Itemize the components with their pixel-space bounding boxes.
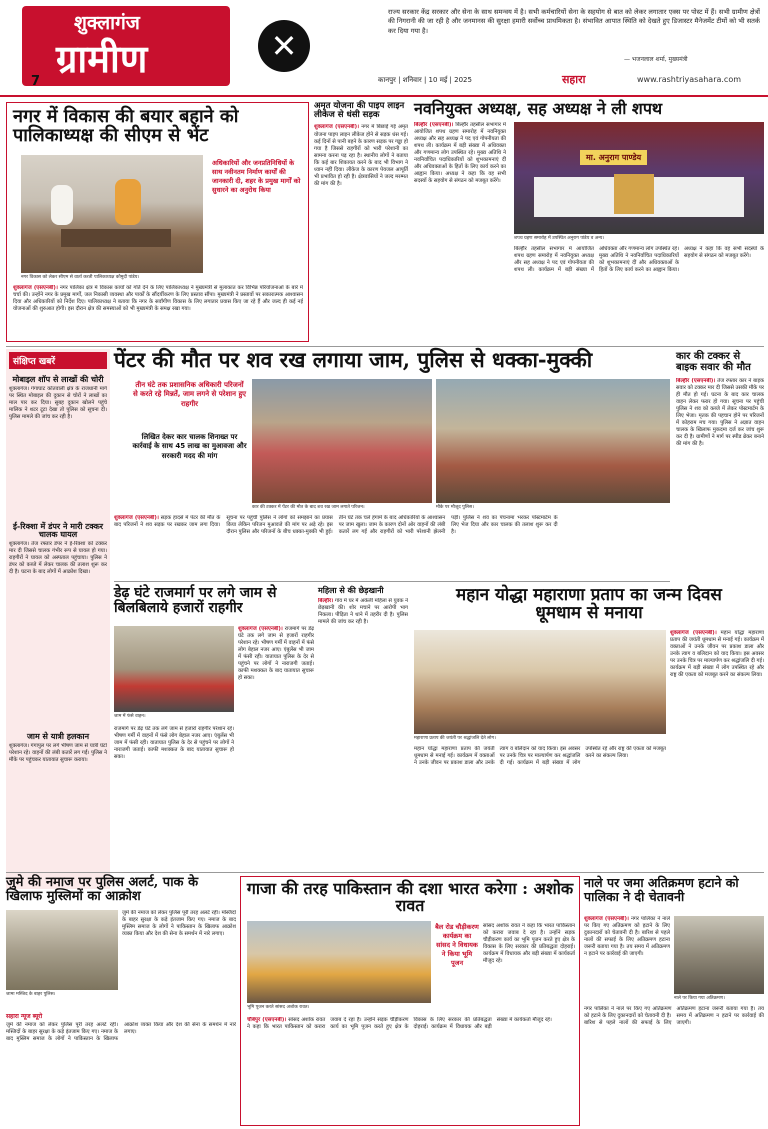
story-friday-prayer <box>6 876 236 1126</box>
caption-friday-prayer: जामा मस्जिद के बाहर पुलिस। <box>6 992 56 997</box>
x-logo-icon: ✕ <box>258 20 310 72</box>
story-maharana-pratap <box>414 586 764 866</box>
body-bike-accident <box>676 378 764 596</box>
caption-oath-ceremony: शपथ ग्रहण समारोह में उपस्थित अनुराग पांडेय व अन्य। <box>514 236 605 241</box>
body-friday-prayer: जुमे की नमाज को लेकर पुलिस पूरी तरह अलर्ट रही। मस्जिदों के बाहर सुरक्षा के कड़े इंतजाम किए गए। नमाज के बाद मुस्लिम समाज के लोगों ने पाकिस्तान के खिलाफ आक्रोश व्यक्त किया और देश की सेना के समर्थन में नारे लगाए। <box>122 910 236 938</box>
story-ashok-rawat <box>240 876 580 1126</box>
headline-oath-ceremony: नवनियुक्त अध्यक्ष, सह अध्यक्ष ने ली शपथ <box>414 99 663 118</box>
body-pipeline-leak <box>314 124 408 329</box>
photo-maharana-pratap <box>414 630 666 734</box>
text-painter-death: सड़क हादसे में पेंटर की मौत के बाद परिजनों ने शव सड़क पर रखकर जाम लगा दिया। सूचना पर पहुंची पुलिस ने लोगों को समझाने का प्रयास किया लेकिन परिजन मुआवजे की मांग पर अड़े रहे। इस दौरान पुलिस और परिजनों के बीच धक्का-मुक्की भी हुई। तीन घंटे तक चले हंगामे के बाद अधिकारियों के आश्वासन पर जाम खुला। जाम के कारण दोनों ओर वाहनों की लंबी कतारें लग गईं और राहगीरों को भारी परेशानी झेलनी पड़ी। पुलिस ने शव का पंचनामा भरकर पोस्टमार्टम के लिए भेज दिया और कार चालक की तलाश शुरू कर दी है। <box>114 515 558 536</box>
byline-pipeline-leak: शुक्लागंज (एसएनबी)। <box>314 124 360 131</box>
headline-drain-encroachment: नाले पर जमा अतिक्रमण हटाने को पालिका ने दी चेतावनी <box>584 875 739 904</box>
headline-friday-prayer: जुमे की नमाज पर पुलिस अलर्ट, पाक के खिलाफ मुस्लिमों का आक्रोश <box>6 875 199 905</box>
headline-highway-jam: डेढ़ घंटे राजमार्ग पर लगे जाम से बिलबिलाये हजारों राहगीर <box>114 585 277 617</box>
byline-oath-ceremony: बिल्हौर (एसएनबी)। <box>414 122 454 128</box>
paper-name: सहारा <box>562 73 586 86</box>
body-highway-jam-2: राजमार्ग पर डेढ़ घंटे तक लगे जाम से हजारों राहगीर परेशान रहे। भीषण गर्मी में वाहनों में फंसे लोग बेहाल नजर आए। एंबुलेंस भी जाम में फंसी रही। यातायात पुलिस के देर से पहुंचने पर लोगों ने नाराजगी जताई। काफी मशक्कत के बाद यातायात सुचारू हो सका। <box>114 726 234 761</box>
deck2-painter-death: लिखित देकर कार चालक शिनाख्त पर कार्रवाई के साथ 45 लाख का मुआवजा और सरकारी मदद की मांग <box>132 433 247 460</box>
body-drain-encroachment <box>584 916 670 996</box>
photo-painter-protest <box>252 379 432 503</box>
caption-maharana-pratap: महाराणा प्रताप की जयंती पर श्रद्धांजलि देते लोग। <box>414 736 496 741</box>
text-oath-ceremony-2: बिल्हौर तहसील सभागार में आयोजित शपथ ग्रहण समारोह में नवनियुक्त अध्यक्ष और सह अध्यक्ष ने पद एवं गोपनीयता की शपथ ली। कार्यक्रम में बड़ी संख्या में अधिवक्ता और गणमान्य लोग उपस्थित रहे। मुख्य अतिथि ने नवनिर्वाचित पदाधिकारियों को शुभकामनाएं दीं और अधिवक्ताओं के हितों के लिए कार्य करने का आह्वान किया। अध्यक्ष ने कहा कि वह सभी सदस्यों के सहयोग से संगठन को मजबूत करेंगे। <box>514 246 764 274</box>
byline-drain-encroachment: शुक्लागंज (एसएनबी)। <box>584 916 629 922</box>
byline-highway-jam: शुक्लागंज (एसएनबी)। <box>238 626 283 632</box>
body-friday-prayer-2: जुमे की नमाज को लेकर पुलिस पूरी तरह अलर्ट रही। मस्जिदों के बाहर सुरक्षा के कड़े इंतजाम किए गए। नमाज के बाद मुस्लिम समाज के लोगों ने पाकिस्तान के खिलाफ आक्रोश व्यक्त किया और देश की सेना के समर्थन में नारे लगाए। <box>6 1022 236 1043</box>
body-maharana-pratap <box>670 630 764 862</box>
body-ashok-rawat <box>483 923 575 1013</box>
text-bike-accident: तेज रफ्तार कार ने बाइक सवार को टक्कर मार दी जिससे उसकी मौके पर ही मौत हो गई। घटना के बाद कार चालक वाहन लेकर फरार हो गया। सूचना पर पहुंची पुलिस ने शव को कब्जे में लेकर पोस्टमार्टम के लिए भेजा। मृतक की पहचान होने पर परिजनों में कोहराम मच गया। पुलिस ने अज्ञात वाहन चालक के खिलाफ मुकदमा दर्ज कर जांच शुरू कर दी है। ग्रामीणों ने मार्ग पर स्पीड ब्रेकर बनाने की मांग की है। <box>676 377 764 448</box>
text-molestation: गांव में घर में अकेली महिला से युवक ने छेड़खानी की। शोर मचाने पर आरोपी भाग निकला। पीड़िता ने थाने में तहरीर दी है। पुलिस मामले की जांच कर रही है। <box>318 597 408 625</box>
body-drain-encroachment-2: नगर पालिका ने नाले पर किए गए अतिक्रमण को हटाने के लिए दुकानदारों को चेतावनी दी है। बारिश से पहले नालों की सफाई के लिए अतिक्रमण हटाना जरूरी बताया गया है। तय समय में अतिक्रमण न हटाने पर कार्रवाई की जाएगी। <box>584 1006 764 1027</box>
body-painter-death <box>114 515 670 577</box>
headline-bike-accident: कार की टक्कर से बाइक सवार की मौत <box>676 351 751 373</box>
byline-painter-death: शुक्लागंज (एसएनबी)। <box>114 515 159 521</box>
caption-painter-police: मौके पर मौजूद पुलिस। <box>436 505 474 510</box>
bureau-friday-prayer: सहारा न्यूज ब्यूरो <box>6 1013 43 1020</box>
byline-mayor-cm-meet: शुक्लागंज (एसएनबी)। <box>13 285 58 291</box>
briefs-column <box>6 349 110 889</box>
story-oath-ceremony <box>414 100 764 345</box>
text-highway-jam: राजमार्ग पर डेढ़ घंटे तक लगे जाम से हजारों राहगीर परेशान रहे। भीषण गर्मी में वाहनों में फंसे लोग बेहाल नजर आए। एंबुलेंस भी जाम में फंसी रही। यातायात पुलिस के देर से पहुंचने पर लोगों ने नाराजगी जताई। काफी मशक्कत के बाद यातायात सुचारू हो सका। <box>238 626 314 682</box>
caption-painter-protest: कार की टक्कर में पेंटर की मौत के बाद शव रख जाम लगाते परिजन। <box>252 505 365 510</box>
brief-1-headline: मोबाइल शॉप से लाखों की चोरी <box>12 374 104 384</box>
text-mayor-cm-meet: नगर पालिका क्षेत्र में विकास कार्यों को गति देने के लिए पालिकाध्यक्ष ने मुख्यमंत्री से मुलाकात कर विभिन्न परियोजनाओं के बारे में चर्चा की। उन्होंने नगर के प्रमुख मार्गों, जल निकासी व्यवस्था और पार्कों के सौंदर्यीकरण के लिए प्रस्ताव सौंपा। मुख्यमंत्री ने प्रस्तावों पर सकारात्मक आश्वासन दिया और अधिकारियों को निर्देश दिए। पालिकाध्यक्ष ने बताया कि नगर के सर्वांगीण विकास के लिए लगातार प्रयास किए जा रहे हैं और जल्द ही कई नई योजनाओं की शुरुआत होगी। इस दौरान क्षेत्र की समस्याओं को भी मुख्यमंत्री के समक्ष रखा गया। <box>13 285 303 313</box>
website-url: www.rashtriyasahara.com <box>637 75 742 84</box>
text-drain-encroachment: नगर पालिका ने नाले पर किए गए अतिक्रमण को हटाने के लिए दुकानदारों को चेतावनी दी है। बारिश से पहले नालों की सफाई के लिए अतिक्रमण हटाना जरूरी बताया गया है। तय समय में अतिक्रमण न हटाने पर कार्रवाई की जाएगी। <box>584 916 670 958</box>
brief-2-headline: ई-रिक्शा में डंपर ने मारी टक्कर चालक घायल <box>12 520 104 540</box>
divider-2 <box>114 581 670 582</box>
caption-highway-jam: जाम में फंसे वाहन। <box>114 714 146 719</box>
body-oath-ceremony <box>414 122 506 242</box>
text-ashok-rawat: सांसद अशोक रावत ने कहा कि भारत पाकिस्तान को करारा जवाब दे रहा है। उन्होंने सड़क चौड़ीकरण कार्य का भूमि पूजन करते हुए क्षेत्र के विकास के लिए सरकार की प्रतिबद्धता दोहराई। कार्यक्रम में विधायक और बड़ी संख्या में कार्यकर्ता मौजूद रहे। <box>483 923 575 965</box>
story-painter-death <box>114 349 670 579</box>
photo-friday-prayer <box>6 910 118 990</box>
deck-painter-death: तीन घंटे तक प्रशासनिक अधिकारी परिजनों से करते रहे मिन्नतें, जाम लगने से परेशान हुए राहगीर <box>132 381 247 408</box>
photo-mayor-cm-meet <box>21 155 203 273</box>
story-molestation <box>318 586 408 866</box>
caption-mayor-cm-meet: नगर विकास को लेकर सीएम से वार्ता करती पालिकाध्यक्ष कौमुदी पांडेय। <box>21 275 140 280</box>
body-mayor-cm-meet <box>13 285 303 339</box>
masthead-quote: राज्य सरकार केंद्र सरकार और सेना के साथ समन्वय में है। सभी कर्मचारियों सेना के सहयोग से बात को लेकर लगातार एक्स पर पोस्ट में हैं। सभी ग्रामीण क्षेत्रों की निगरानी की जा रही है और जनमानस की सुरक्षा हमारी सर्वोच्च प्राथमिकता है। संभावित आपात स्थिति को देखते हुए डिजास्टर मैनेजमेंट टीमों को भी सतर्क कर दिया गया है। <box>388 8 760 35</box>
masthead-edition: ग्रामीण <box>56 36 148 81</box>
photo-drain-encroachment <box>674 916 764 994</box>
masthead <box>0 0 768 95</box>
masthead-city: शुक्लागंज <box>74 12 140 34</box>
masthead-logo-block <box>22 6 230 86</box>
photo-ashok-rawat <box>247 921 431 1003</box>
brief-3-body: शुक्लागंज। गंगापुल पर लगे भीषण जाम से यात्री घंटों परेशान रहे। वाहनों की लंबी कतारें लग गईं। पुलिस ने मौके पर पहुंचकर यातायात सुचारू कराया। <box>9 742 107 763</box>
byline-ashok-rawat: चौबेपुर (एसएनबी)। <box>247 1017 287 1023</box>
brief-2-body: शुक्लागंज। तेज रफ्तार डंपर ने ई-रिक्शा को टक्कर मार दी जिससे चालक गंभीर रूप से घायल हो गया। राहगीरों ने घायल को अस्पताल पहुंचाया। पुलिस ने डंपर को कब्जे में लेकर चालक की तलाश शुरू कर दी है। घटना के बाद लोगों में आक्रोश दिखा। <box>9 540 107 575</box>
story-pipeline-leak <box>314 102 408 342</box>
side-ashok-rawat: बैल रोड चौड़ीकरण कार्यक्रम का सांसद ने विधायक ने किया भूमि पूजन <box>435 923 479 968</box>
caption-ashok-rawat: भूमि पूजन करते सांसद अशोक रावत। <box>247 1005 310 1010</box>
headline-mayor-cm-meet: नगर में विकास की बयार बहाने को पालिकाध्यक्ष की सीएम से भेंट <box>13 106 239 147</box>
story-mayor-cm-meet <box>6 102 309 342</box>
story-drain-encroachment <box>584 876 764 1126</box>
byline-maharana-pratap: शुक्लागंज (एसएनबी)। <box>670 630 717 636</box>
byline-bike-accident: बिल्हौर (एसएनबी)। <box>676 377 716 384</box>
brief-3-headline: जाम से यात्री हलकान <box>26 730 90 741</box>
oath-banner: मा. अनुराग पाण्डेय <box>580 150 647 165</box>
headline-ashok-rawat: गाजा की तरह पाकिस्तान की दशा भारत करेगा : अशोक रावत <box>246 879 574 916</box>
story-bike-accident <box>676 352 764 612</box>
photo-painter-police <box>436 379 670 503</box>
headline-maharana-pratap: महान योद्धा महाराणा प्रताप का जन्म दिवस धूमधाम से मनाया <box>456 585 722 624</box>
text-maharana-pratap: महान योद्धा महाराणा प्रताप की जयंती धूमधाम से मनाई गई। कार्यक्रम में वक्ताओं ने उनके जीवन पर प्रकाश डाला और उनके त्याग व बलिदान को याद किया। इस अवसर पर उनके चित्र पर माल्यार्पण कर श्रद्धांजलि दी गई। कार्यक्रम में बड़ी संख्या में लोग उपस्थित रहे और राष्ट्र की एकता को मजबूत करने का संकल्प लिया। <box>670 630 764 679</box>
sub-mayor-cm-meet: अधिकारियों और जनप्रतिनिधियों के साथ नवीनतम निर्माण कार्यों की जानकारी दी, शहर के प्रमुख मार्गों को सुधारने का अनुरोध किया <box>212 159 301 195</box>
headline-molestation: महिला से की छेड़खानी <box>318 585 384 595</box>
body-molestation <box>318 598 408 858</box>
caption-drain-encroachment: नाले पर किया गया अतिक्रमण। <box>674 996 725 1001</box>
headline-painter-death: पेंटर की मौत पर शव रख लगाया जाम, पुलिस से धक्का-मुक्की <box>114 347 593 372</box>
body-ashok-rawat-2 <box>247 1017 575 1121</box>
page-number: 7 <box>31 74 41 89</box>
story-highway-jam <box>114 586 314 866</box>
body-oath-ceremony-2 <box>514 246 764 344</box>
masthead-quote-author: — भजनलाल शर्मा, मुख्यमंत्री <box>624 56 688 63</box>
text-pipeline-leak: नगर में बिछाई गई अमृत योजना पाइप लाइन लीकेज होने से सड़क धंस गई। कई दिनों से पानी बहने के कारण सड़क पर गड्ढा हो गया है जिससे राहगीरों को भारी परेशानी का सामना करना पड़ रहा है। स्थानीय लोगों ने बताया कि कई बार शिकायत करने के बाद भी विभाग ने ध्यान नहीं दिया। लीकेज के कारण पेयजल आपूर्ति भी प्रभावित हो रही है। क्षेत्रवासियों ने जल्द मरम्मत की मांग की है। <box>314 124 408 187</box>
photo-highway-jam <box>114 626 234 712</box>
body-highway-jam <box>238 626 314 862</box>
brief-1-body: शुक्लागंज। गंगाघाट कोतवाली क्षेत्र के राजधानी मार्ग पर स्थित मोबाइल की दुकान से चोरों ने लाखों का माल पार कर दिया। सुबह दुकान खोलने पहुंचे मालिक ने शटर टूटा देखा तो पुलिस को सूचना दी। पुलिस मामले की जांच कर रही है। <box>9 385 107 420</box>
briefs-label: संक्षिप्त खबरें <box>9 352 107 369</box>
divider-3 <box>6 872 764 873</box>
text-ashok-rawat-2: सांसद अशोक रावत ने कहा कि भारत पाकिस्तान को करारा जवाब दे रहा है। उन्होंने सड़क चौड़ीकरण कार्य का भूमि पूजन करते हुए क्षेत्र के विकास के लिए सरकार की प्रतिबद्धता दोहराई। कार्यक्रम में विधायक और बड़ी संख्या में कार्यकर्ता मौजूद रहे। <box>247 1017 552 1031</box>
text-oath-ceremony: बिल्हौर तहसील सभागार में आयोजित शपथ ग्रहण समारोह में नवनियुक्त अध्यक्ष और सह अध्यक्ष ने पद एवं गोपनीयता की शपथ ली। कार्यक्रम में बड़ी संख्या में अधिवक्ता और गणमान्य लोग उपस्थित रहे। मुख्य अतिथि ने नवनिर्वाचित पदाधिकारियों को शुभकामनाएं दीं और अधिवक्ताओं के हितों के लिए कार्य करने का आह्वान किया। अध्यक्ष ने कहा कि वह सभी सदस्यों के सहयोग से संगठन को मजबूत करेंगे। <box>414 122 506 185</box>
body-maharana-pratap-2: महान योद्धा महाराणा प्रताप की जयंती धूमधाम से मनाई गई। कार्यक्रम में वक्ताओं ने उनके जीवन पर प्रकाश डाला और उनके त्याग व बलिदान को याद किया। इस अवसर पर उनके चित्र पर माल्यार्पण कर श्रद्धांजलि दी गई। कार्यक्रम में बड़ी संख्या में लोग उपस्थित रहे और राष्ट्र की एकता को मजबूत करने का संकल्प लिया। <box>414 746 666 767</box>
photo-oath-ceremony <box>514 122 764 234</box>
byline-molestation: बिल्हौर। <box>318 597 334 604</box>
masthead-rule <box>0 95 768 97</box>
headline-pipeline-leak: अमृत योजना की पाइप लाइन लीकेज से धंसी सड़क <box>314 101 405 121</box>
dateline: कानपुर | शनिवार | 10 मई | 2025 <box>378 76 472 84</box>
